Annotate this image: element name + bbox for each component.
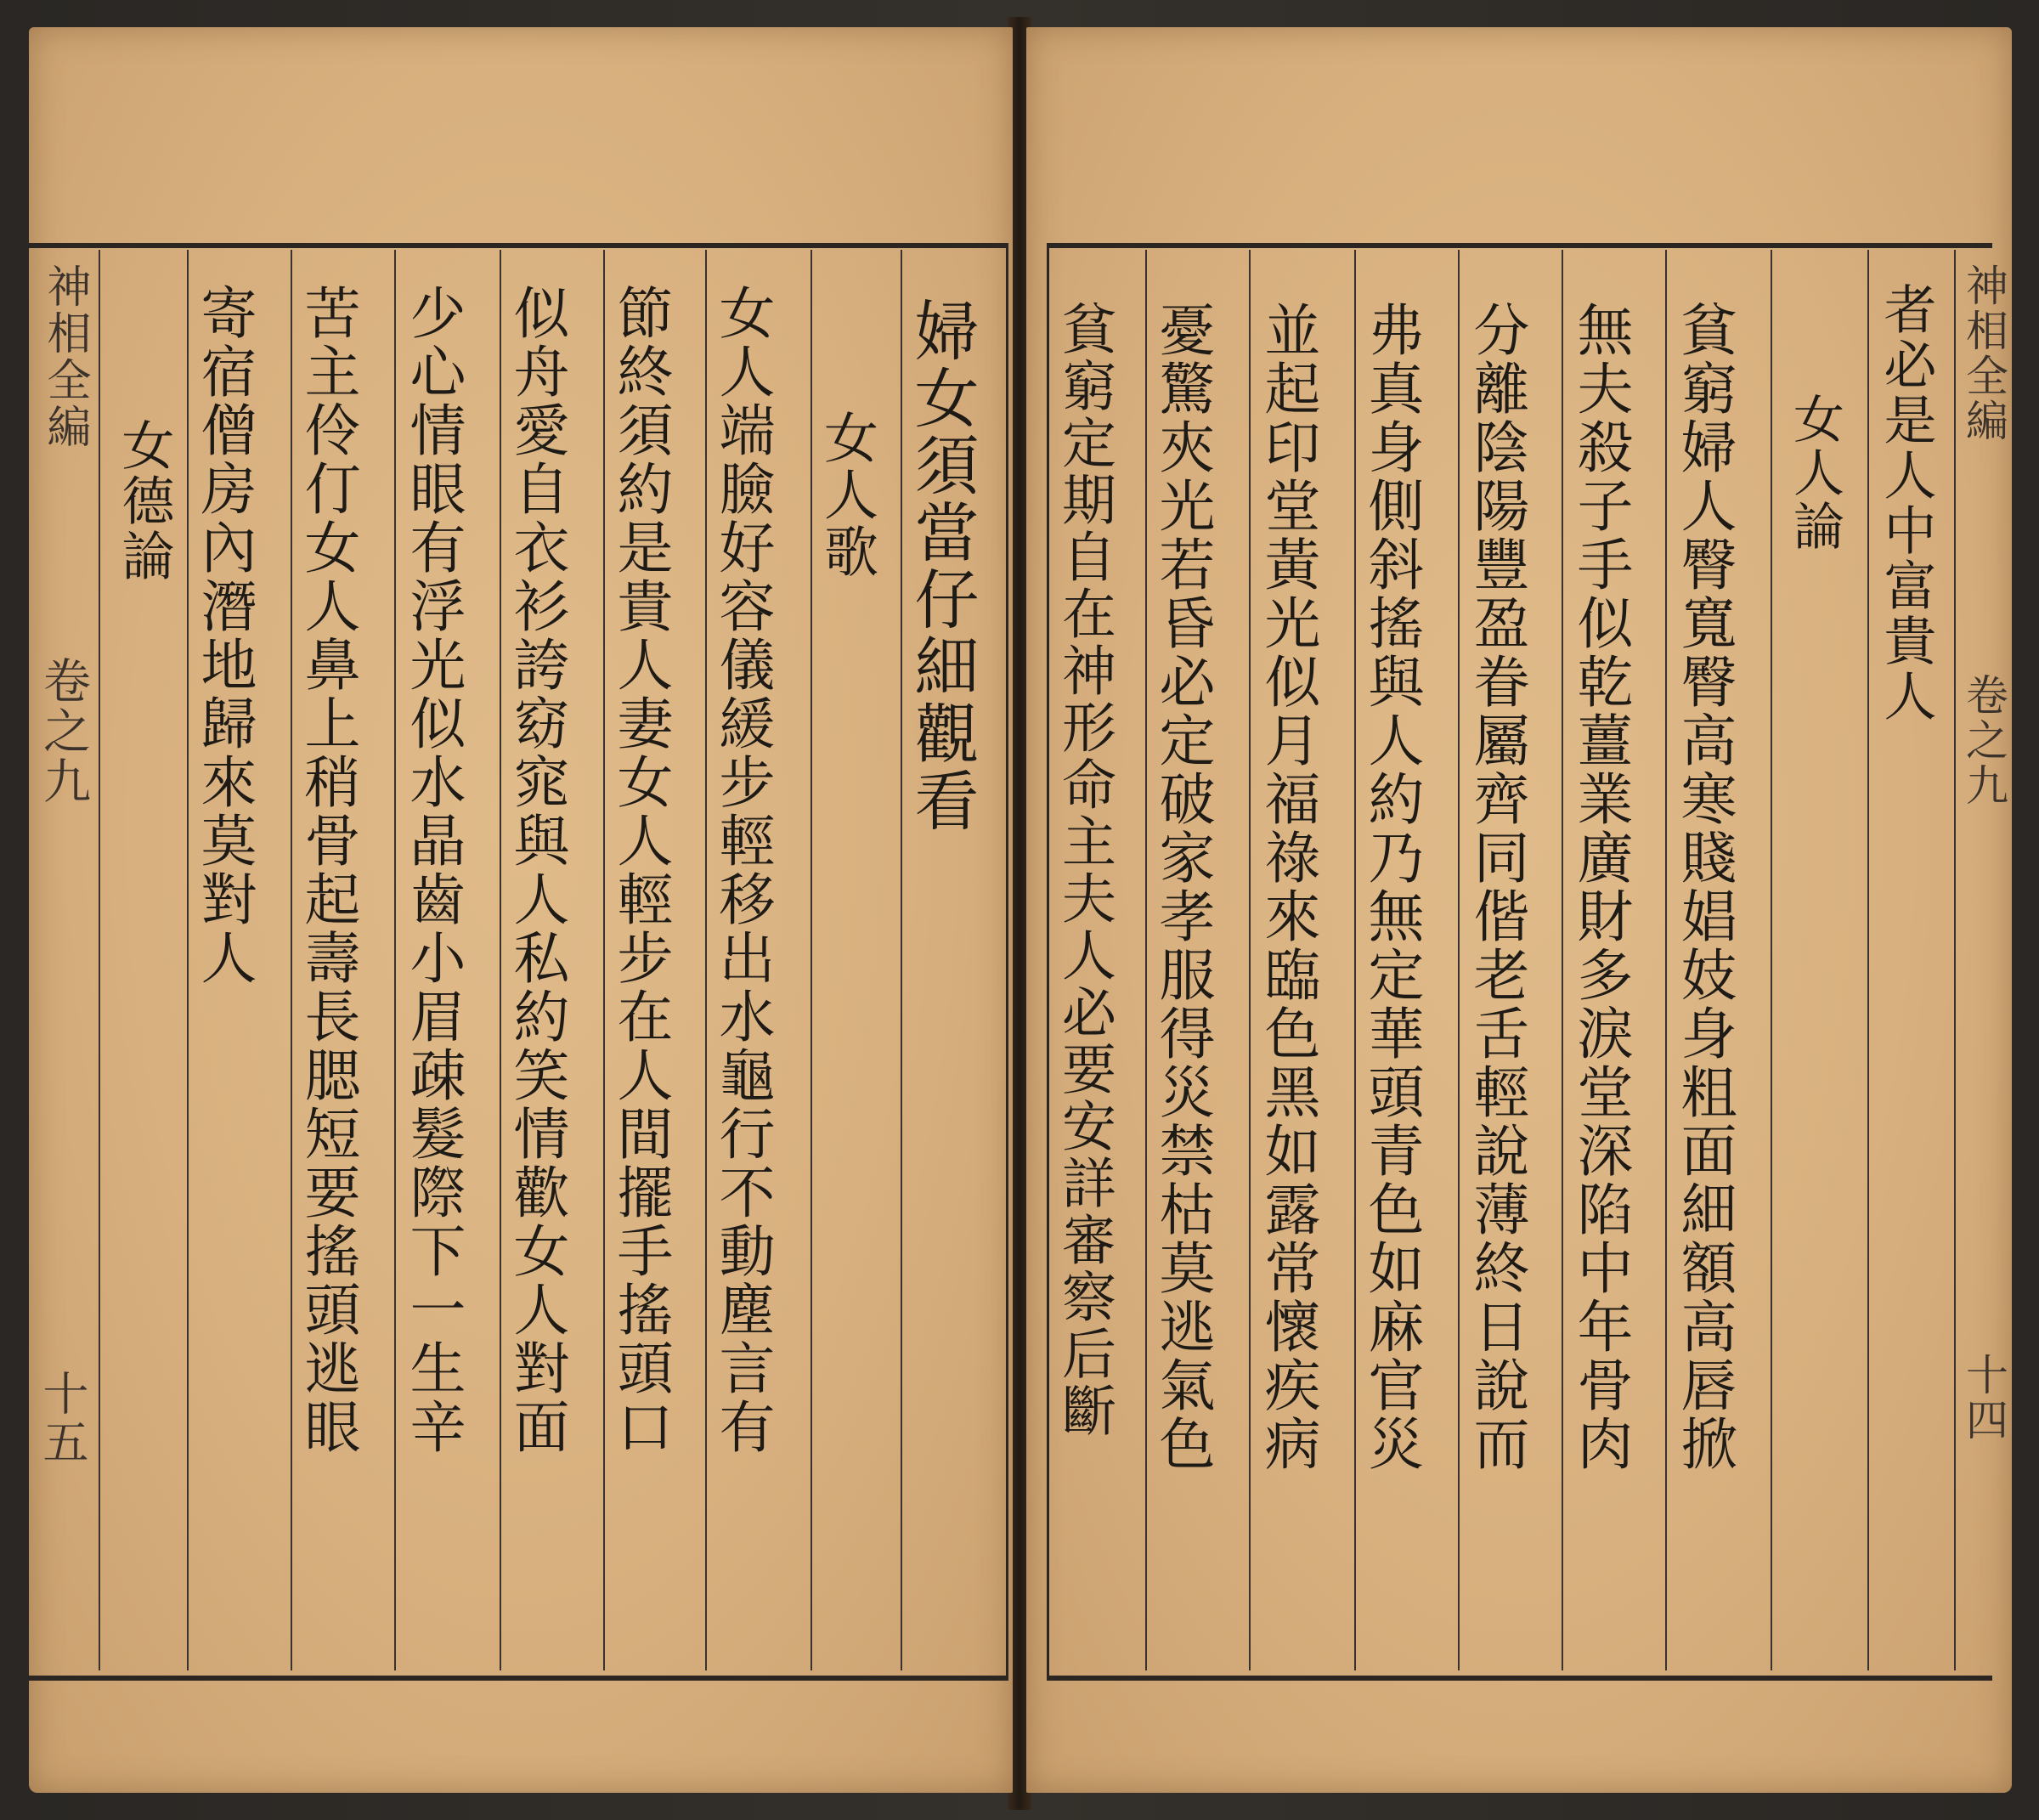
right-page (1026, 27, 2012, 1793)
column-rule (901, 250, 902, 1670)
column-rule (187, 250, 189, 1670)
column-rule (394, 250, 396, 1670)
text-column-2: 貧窮婦人臀寬臀高寒賤娼妓身粗面細額高唇掀 (1671, 301, 1737, 1473)
heading-women-song: 女人歌 (815, 410, 878, 580)
column-rule (1145, 250, 1147, 1670)
closing-line: 婦女須當仔細觀看 (904, 297, 980, 834)
right-margin-title: 神相全編 (1959, 263, 2008, 444)
text-column-1: 者必是人中富貴人 (1875, 282, 1937, 724)
text-column-6: 並起印堂黃光似月福祿來臨色黑如露常懷疾病 (1255, 301, 1320, 1473)
poem-line-5: 節終須約是貴人妻女人輕步在人間擺手搖頭口 (607, 284, 673, 1456)
column-rule (1771, 250, 1772, 1670)
right-margin-volume: 卷之九 (1959, 673, 2008, 808)
poem-line-2: 苦主伶仃女人鼻上稍骨起壽長腮短要搖頭逃眼 (295, 284, 360, 1456)
column-rule (811, 250, 812, 1670)
column-rule (291, 250, 292, 1670)
poem-line-4: 似舟愛自衣衫誇窈窕與人私約笑情歡女人對面 (504, 284, 569, 1456)
heading-women-discourse: 女人論 (1785, 393, 1844, 553)
column-rule (1458, 250, 1460, 1670)
text-column-8: 貧窮定期自在神形命主夫人必要安詳審察后斷 (1053, 301, 1116, 1439)
heading-women-virtue: 女德論 (113, 418, 175, 584)
column-rule (705, 250, 707, 1670)
column-rule (1562, 250, 1563, 1670)
left-margin-title: 神相全編 (39, 263, 90, 450)
text-column-3: 無夫殺子手似乾薑業廣財多淚堂深陷中年骨肉 (1567, 301, 1633, 1473)
poem-line-3: 少心情眼有浮光似水晶齒小眉疎髮際下一生辛 (400, 284, 466, 1456)
text-column-7: 憂驚夾光若昏必定破家孝服得災禁枯莫逃氣色 (1149, 301, 1215, 1473)
column-rule (1954, 250, 1956, 1670)
column-rule (1867, 250, 1869, 1670)
text-column-4: 分離陰陽豐盈眷屬齊同偕老舌輕說薄終日說而 (1464, 301, 1529, 1473)
column-rule (1354, 250, 1356, 1670)
poem-line-6: 女人端臉好容儀緩步輕移出水龜行不動塵言有 (709, 284, 775, 1456)
column-rule (500, 250, 501, 1670)
column-rule (603, 250, 605, 1670)
poem-line-1: 寄宿僧房內潛地歸來莫對人 (191, 284, 257, 987)
left-margin-leaf: 十五 (36, 1370, 89, 1467)
left-page (29, 27, 1013, 1793)
column-rule (99, 250, 100, 1670)
column-rule (1665, 250, 1667, 1670)
right-margin-leaf: 十四 (1959, 1353, 2008, 1443)
text-column-5: 弗真身側斜搖與人約乃無定華頭青色如麻官災 (1358, 301, 1424, 1473)
column-rule (1249, 250, 1251, 1670)
left-margin-volume: 卷之九 (36, 656, 91, 806)
